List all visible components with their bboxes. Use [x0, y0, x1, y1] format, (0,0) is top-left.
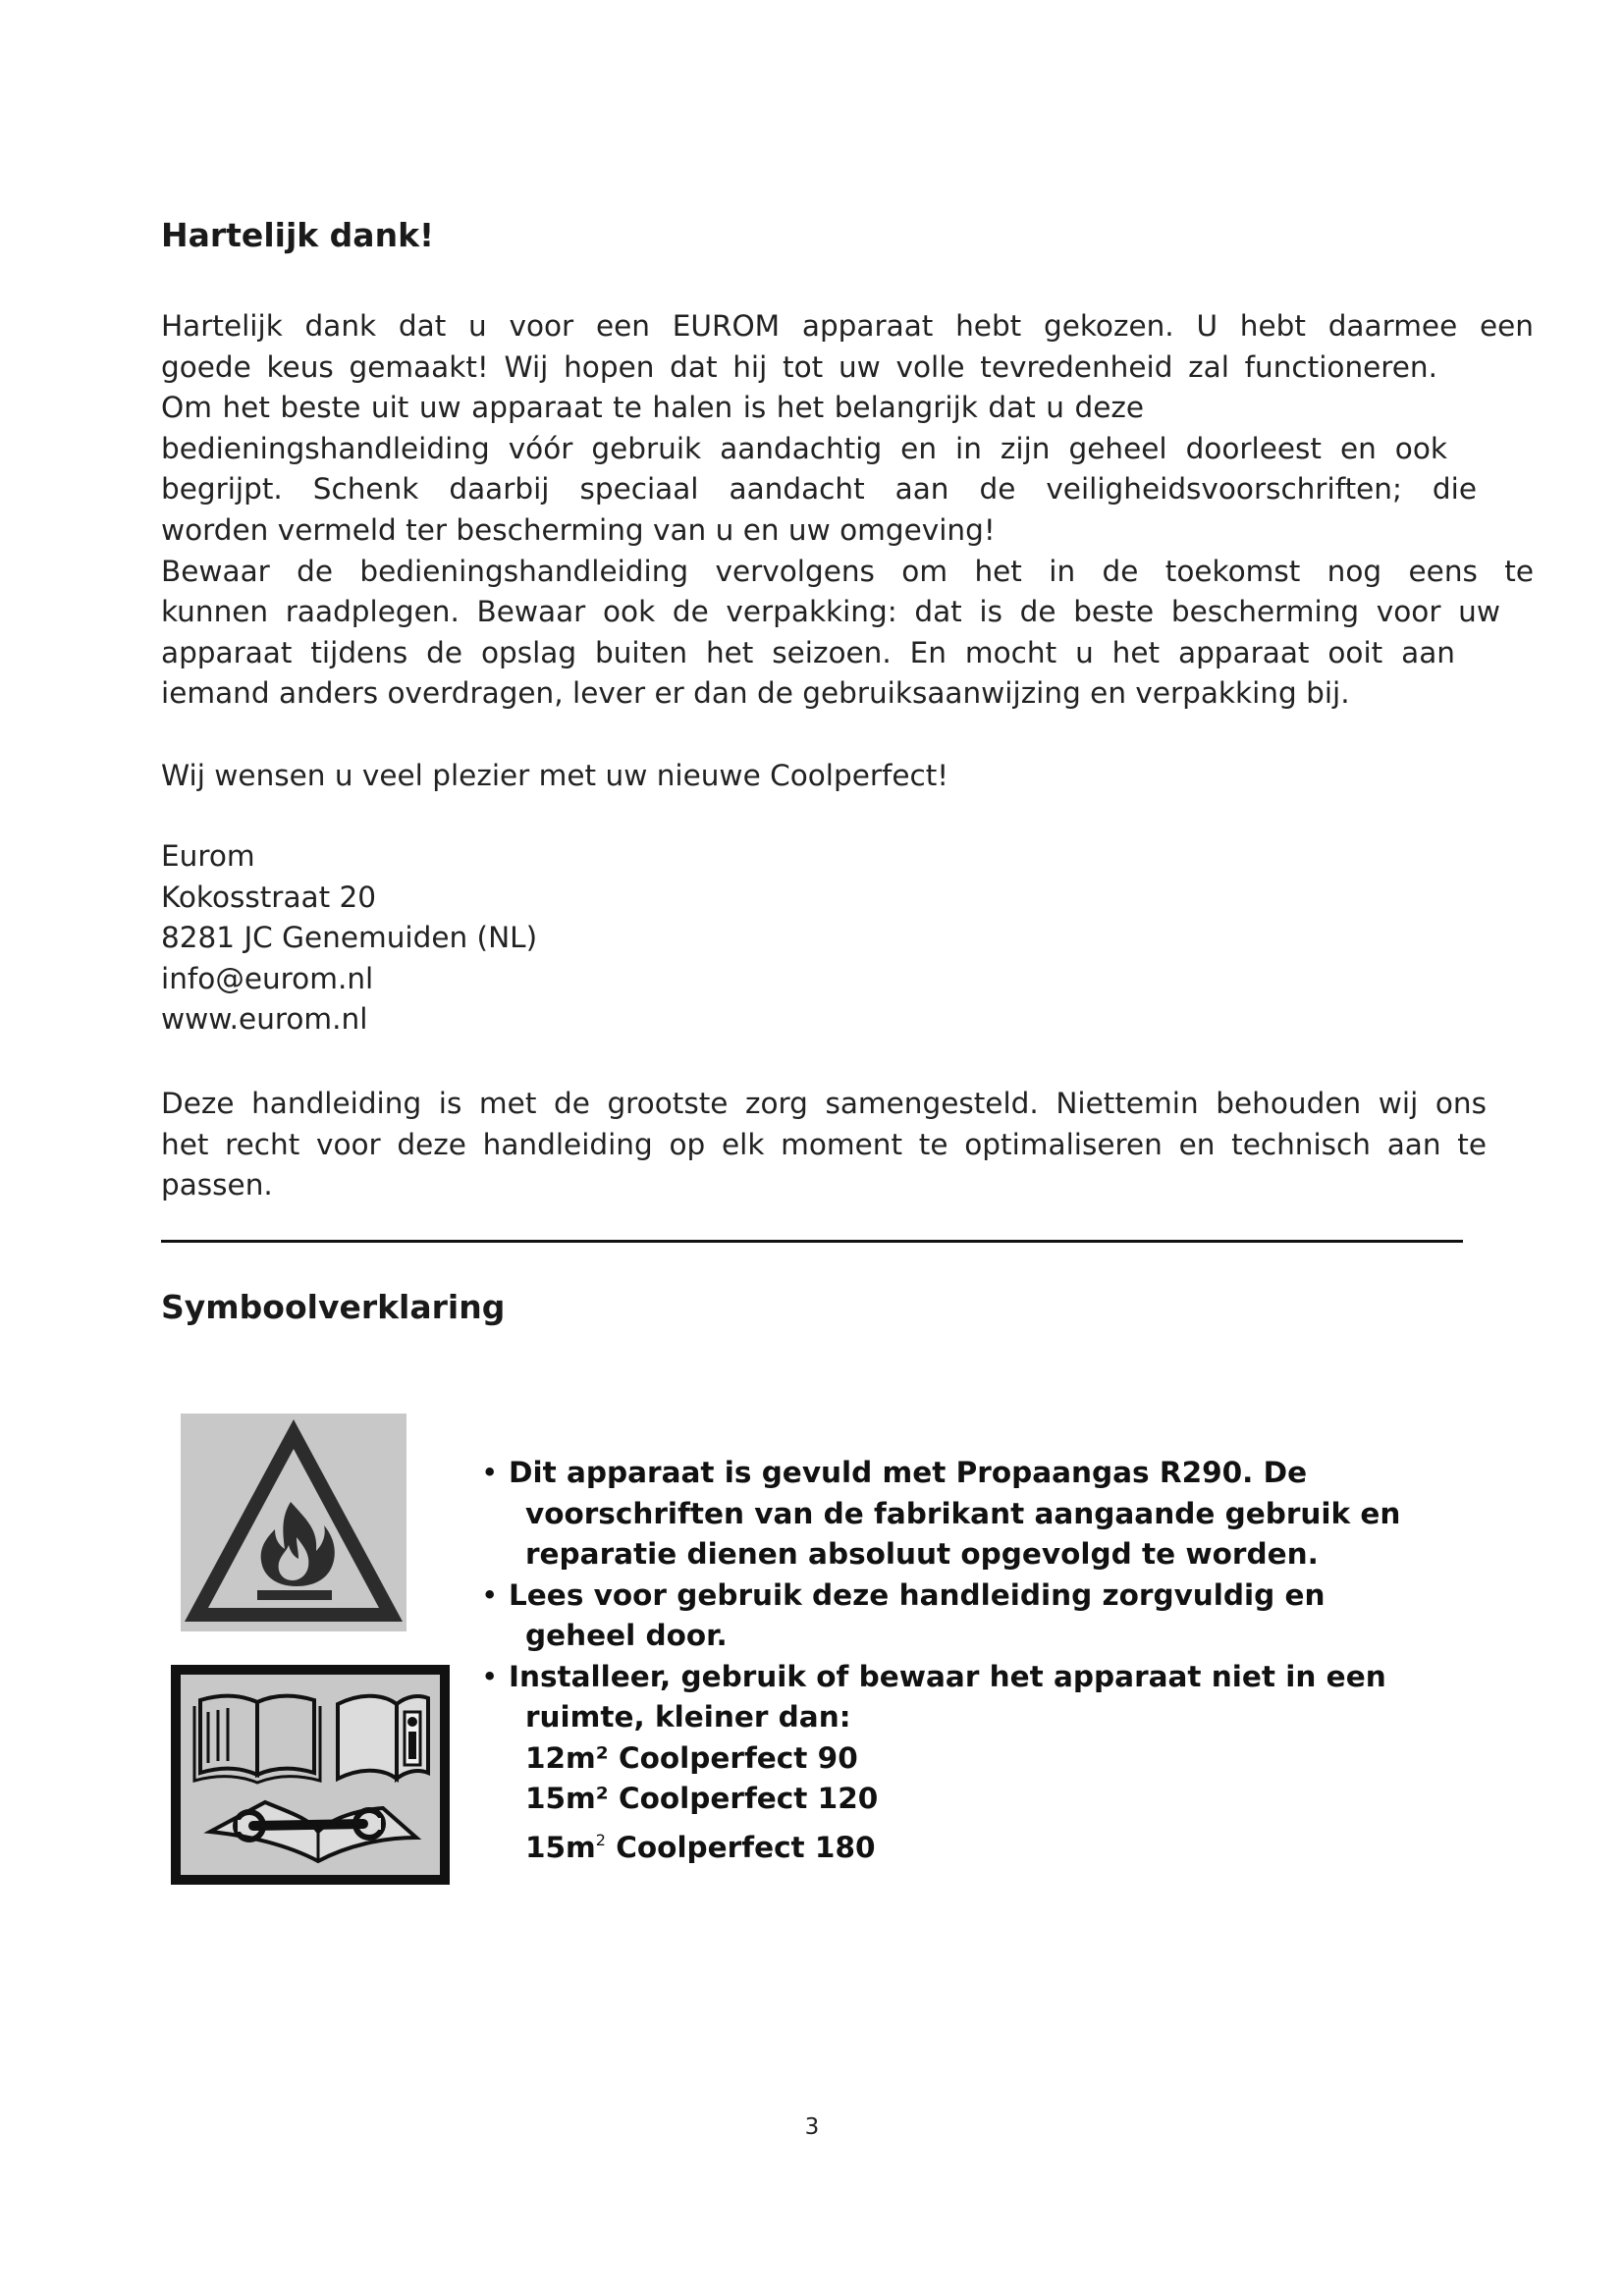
closing-text: Wij wensen u veel plezier met uw nieuwe Coolperfect!	[161, 759, 949, 792]
address-block	[161, 836, 537, 1041]
intro-line: kunnen raadplegen. Bewaar ook de verpakking: dat is de beste bescherming voor uw	[161, 595, 1500, 629]
disclaimer-line: passen.	[161, 1168, 273, 1202]
company-name: Eurom	[161, 839, 255, 873]
intro-line: goede keus gemaakt! Wij hopen dat hij tot uw volle tevredenheid zal functioneren.	[161, 349, 1437, 384]
website[interactable]: www.eurom.nl	[161, 1002, 368, 1037]
intro-line: Hartelijk dank dat u voor een EUROM apparaat hebt gekozen. U hebt daarmee een	[161, 309, 1534, 343]
intro-line: begrijpt. Schenk daarbij speciaal aandacht aan de veiligheidsvoorschriften; die	[161, 472, 1477, 507]
disclaimer-line: het recht voor deze handleiding op elk moment te optimaliseren en technisch aan te	[161, 1127, 1487, 1161]
disclaimer-paragraph	[161, 1084, 1496, 1206]
bullet-dot: •	[481, 1577, 499, 1612]
email[interactable]: info@eurom.nl	[161, 961, 374, 995]
room-size-row	[509, 1820, 1400, 1869]
street: Kokosstraat 20	[161, 880, 377, 914]
room-area: 15m	[525, 1830, 596, 1864]
intro-line: apparaat tijdens de opslag buiten het seizoen. En mocht u het apparaat ooit aan	[161, 635, 1455, 669]
symbols-heading: Symboolverklaring	[161, 1288, 506, 1326]
bullet-dot: •	[481, 1659, 499, 1693]
page-number: 3	[804, 2114, 820, 2140]
bullet-line: Installeer, gebruik of bewaar het apparaat niet in een	[509, 1659, 1386, 1693]
intro-line: Bewaar de bedieningshandleiding vervolgens om het in de toekomst nog eens te	[161, 554, 1534, 588]
bullet-line: reparatie dienen absoluut opgevolgd te worden.	[525, 1537, 1319, 1571]
list-item	[481, 1453, 1400, 1575]
model-name: Coolperfect 120	[619, 1782, 879, 1815]
model-name: Coolperfect 90	[619, 1740, 858, 1775]
bullet-line: Dit apparaat is gevuld met Propaangas R290. De	[509, 1456, 1308, 1489]
area-superscript: 2	[595, 1830, 606, 1849]
bullet-dot: •	[481, 1456, 499, 1489]
bullet-line: ruimte, kleiner dan:	[525, 1700, 851, 1734]
model-name: Coolperfect 180	[616, 1830, 876, 1864]
intro-line: bedieningshandleiding vóór gebruik aandachtig en in zijn geheel doorleest en ook	[161, 431, 1447, 465]
section-divider	[161, 1240, 1463, 1243]
list-item	[481, 1575, 1400, 1657]
intro-line: Om het beste uit uw apparaat te halen is het belangrijk dat u deze	[161, 391, 1144, 425]
room-size-row	[509, 1779, 1400, 1820]
list-item	[481, 1657, 1400, 1869]
bullet-line: geheel door.	[525, 1619, 728, 1652]
intro-line: worden vermeld ter bescherming van u en uw omgeving!	[161, 512, 996, 547]
flammable-warning-icon	[181, 1414, 406, 1631]
room-area: 12m²	[525, 1740, 609, 1775]
read-manual-icon	[171, 1665, 450, 1885]
bullet-line: Lees voor gebruik deze handleiding zorgvuldig en	[509, 1577, 1326, 1612]
bullet-line: voorschriften van de fabrikant aangaande gebruik en	[525, 1496, 1401, 1530]
city: 8281 JC Genemuiden (NL)	[161, 921, 538, 955]
intro-line: iemand anders overdragen, lever er dan de gebruiksaanwijzing en verpakking bij.	[161, 676, 1350, 711]
room-area: 15m²	[525, 1782, 609, 1815]
intro-paragraph	[161, 306, 1534, 715]
closing-line	[161, 756, 948, 797]
disclaimer-line: Deze handleiding is met de grootste zorg samengesteld. Niettemin behouden wij ons	[161, 1087, 1487, 1120]
symbol-bullet-list	[481, 1453, 1400, 1868]
room-size-row	[509, 1738, 1400, 1780]
thanks-heading: Hartelijk dank!	[161, 216, 435, 254]
